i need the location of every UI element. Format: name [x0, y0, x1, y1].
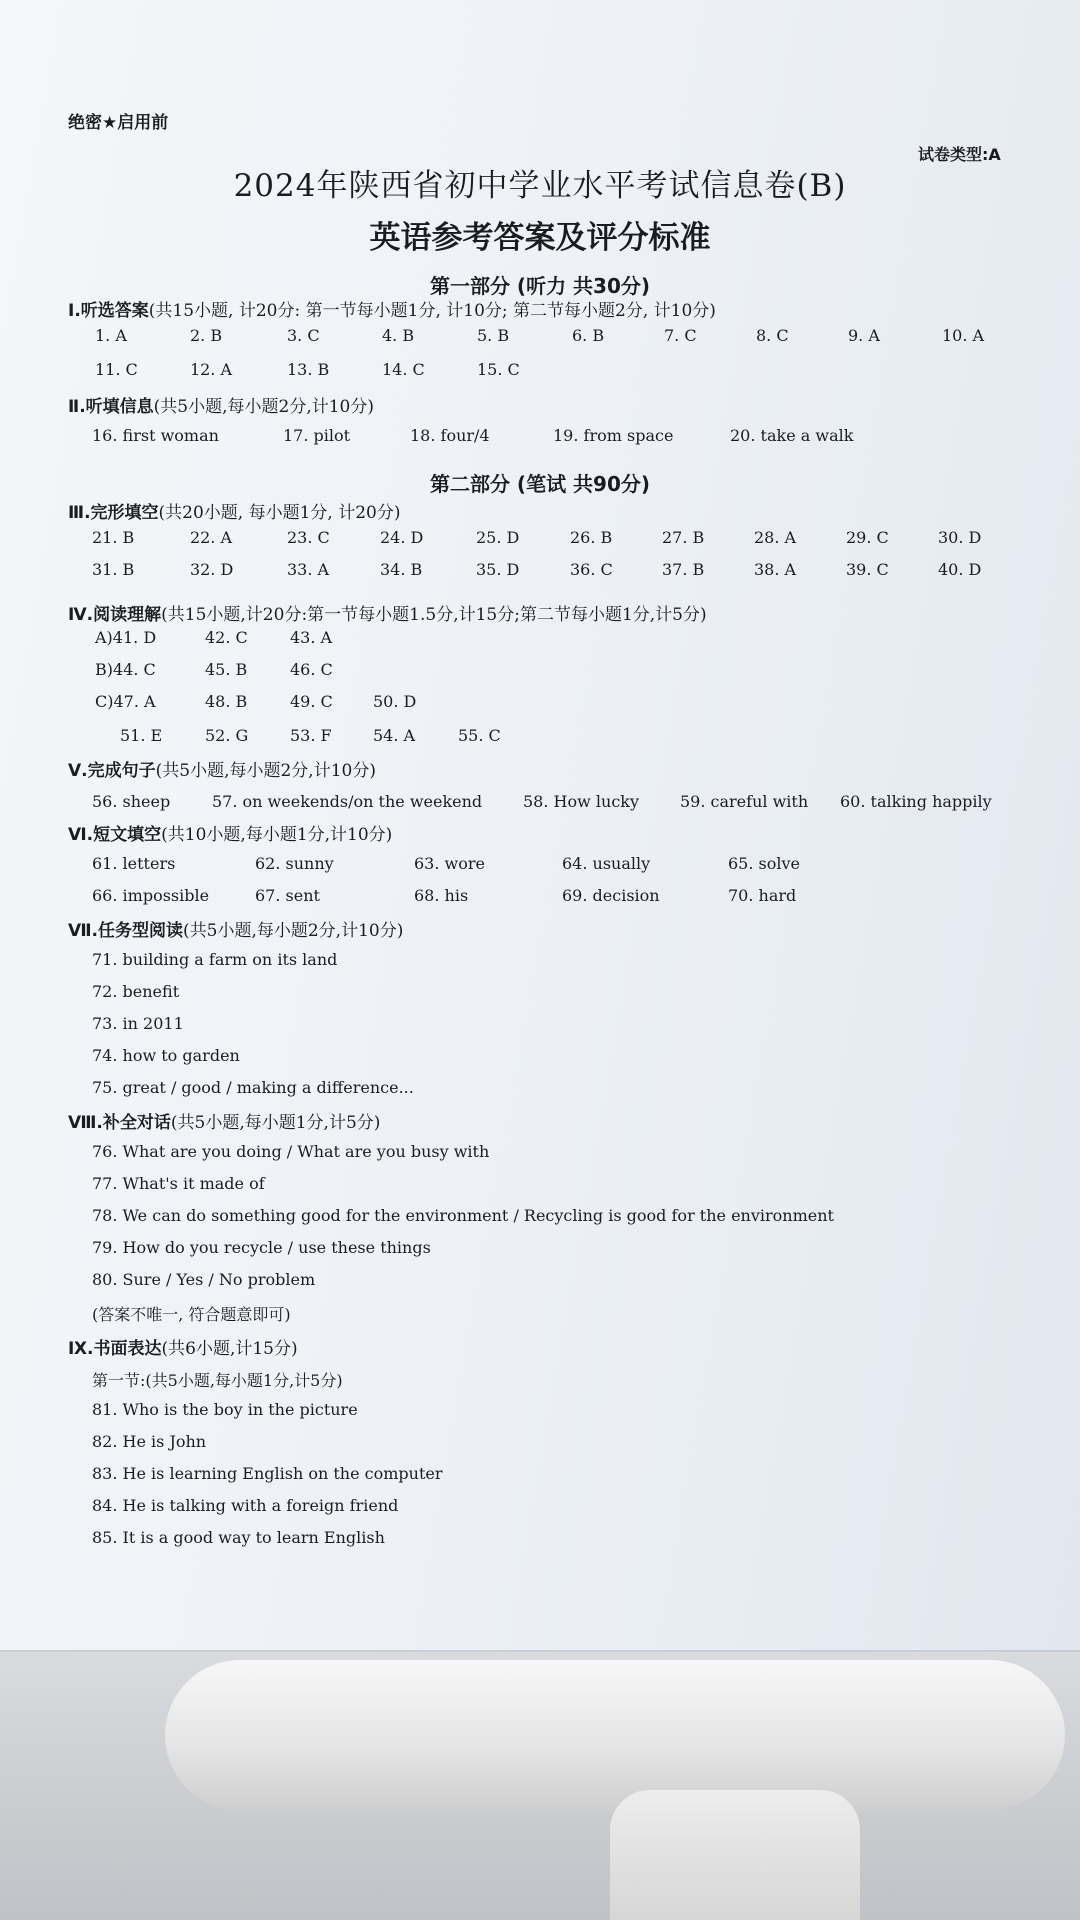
answer: 15. C	[477, 360, 520, 379]
answer-line: 85. It is a good way to learn English	[92, 1528, 385, 1547]
answer: 18. four/4	[410, 426, 490, 445]
answer-line: 76. What are you doing / What are you busy with	[92, 1142, 490, 1161]
answer: 40. D	[938, 560, 982, 579]
answer: 57. on weekends/on the weekend	[212, 792, 483, 811]
answer: 10. A	[942, 326, 985, 345]
answer-line: 82. He is John	[92, 1432, 207, 1451]
answer: 67. sent	[255, 886, 320, 905]
answer-row	[0, 528, 1080, 552]
answer: 59. careful with	[680, 792, 809, 811]
section-7-heading	[68, 916, 403, 941]
section-3-heading	[68, 498, 401, 523]
answer: 26. B	[570, 528, 613, 547]
answer: 34. B	[380, 560, 423, 579]
section-desc: (共20小题, 每小题1分, 计20分)	[158, 503, 401, 523]
radiator-pipe	[165, 1660, 1065, 1810]
answer: 70. hard	[728, 886, 797, 905]
answer-row	[0, 660, 1080, 684]
section-desc: (共5小题,每小题2分,计10分)	[183, 921, 404, 941]
page-subtitle: 英语参考答案及评分标准	[369, 220, 711, 256]
radiator-base	[610, 1790, 860, 1920]
section-label: Ⅲ.完形填空	[68, 503, 159, 523]
answer: 42. C	[205, 628, 248, 647]
answer: 51. E	[120, 726, 163, 745]
answer-row	[0, 628, 1080, 652]
answer: 24. D	[380, 528, 424, 547]
answer: 25. D	[476, 528, 520, 547]
answer: 52. G	[205, 726, 249, 745]
section-8-heading	[68, 1108, 380, 1133]
answer-line: 72. benefit	[92, 982, 180, 1001]
answer: 28. A	[754, 528, 797, 547]
section-label: Ⅷ.补全对话	[68, 1113, 171, 1133]
answer: A)41. D	[95, 628, 157, 647]
answer-line: 78. We can do something good for the environment / Recycling is good for the environment	[92, 1206, 834, 1225]
answer: 16. first woman	[92, 426, 219, 445]
answer: 35. D	[476, 560, 520, 579]
answer: 13. B	[287, 360, 330, 379]
answer-line: 77. What's it made of	[92, 1174, 265, 1193]
answer: 7. C	[664, 326, 697, 345]
answer: 45. B	[205, 660, 248, 679]
answer: 38. A	[754, 560, 797, 579]
answer-line: 79. How do you recycle / use these things	[92, 1238, 431, 1257]
answer: 61. letters	[92, 854, 176, 873]
part-two-heading: 第二部分 (笔试 共90分)	[429, 472, 651, 496]
answer: 30. D	[938, 528, 982, 547]
section-6-heading	[68, 820, 392, 845]
answer: 27. B	[662, 528, 705, 547]
answer: 63. wore	[414, 854, 485, 873]
answer: 65. solve	[728, 854, 800, 873]
section-desc: (共5小题,每小题1分,计5分)	[170, 1113, 381, 1133]
section-label: Ⅴ.完成句子	[68, 761, 156, 781]
answer: 60. talking happily	[840, 792, 992, 811]
answer-row	[0, 426, 1080, 450]
answer: 20. take a walk	[730, 426, 854, 445]
answer: 14. C	[382, 360, 425, 379]
answer: 11. C	[95, 360, 138, 379]
answer-note: (答案不唯一, 符合题意即可)	[92, 1305, 291, 1324]
section-desc: (共5小题,每小题2分,计10分)	[155, 761, 376, 781]
answer: 2. B	[190, 326, 223, 345]
answer: 68. his	[414, 886, 469, 905]
answer: 54. A	[373, 726, 416, 745]
section-label: Ⅵ.短文填空	[68, 825, 162, 845]
answer: 50. D	[373, 692, 417, 711]
answer: 56. sheep	[92, 792, 171, 811]
secret-label: 绝密★启用前	[68, 113, 169, 133]
page-title: 2024年陕西省初中学业水平考试信息卷(B)	[233, 168, 847, 204]
answer: 9. A	[848, 326, 880, 345]
section-label: Ⅳ.阅读理解	[68, 605, 162, 625]
answer-line: 75. great / good / making a difference...	[92, 1078, 414, 1097]
answer: 37. B	[662, 560, 705, 579]
section-label: Ⅰ.听选答案	[68, 301, 149, 321]
answer: 48. B	[205, 692, 248, 711]
subsection-heading: 第一节:(共5小题,每小题1分,计5分)	[92, 1371, 343, 1390]
section-label: Ⅶ.任务型阅读	[68, 921, 184, 941]
answer: 1. A	[95, 326, 127, 345]
section-desc: (共15小题,计20分:第一节每小题1.5分,计15分;第二节每小题1分,计5分)	[161, 605, 707, 625]
answer: C)47. A	[95, 692, 156, 711]
answer-line: 83. He is learning English on the computer	[92, 1464, 443, 1483]
answer-row	[0, 792, 1080, 816]
answer-row	[0, 886, 1080, 910]
answer: 5. B	[477, 326, 510, 345]
answer: 32. D	[190, 560, 234, 579]
answer: 46. C	[290, 660, 333, 679]
answer-row	[0, 326, 1080, 350]
answer-line: 81. Who is the boy in the picture	[92, 1400, 358, 1419]
section-desc: (共5小题,每小题2分,计10分)	[153, 397, 374, 417]
answer-row	[0, 560, 1080, 584]
section-desc: (共15小题, 计20分: 第一节每小题1分, 计10分; 第二节每小题2分, 计10分)	[148, 301, 716, 321]
answer: 39. C	[846, 560, 889, 579]
answer: 66. impossible	[92, 886, 210, 905]
section-4-heading	[68, 600, 707, 625]
answer-line: 84. He is talking with a foreign friend	[92, 1496, 399, 1515]
answer: 33. A	[287, 560, 330, 579]
answer: 6. B	[572, 326, 605, 345]
answer: 29. C	[846, 528, 889, 547]
answer: 23. C	[287, 528, 330, 547]
section-1-heading	[68, 296, 716, 321]
answer: 8. C	[756, 326, 789, 345]
answer: 21. B	[92, 528, 135, 547]
answer: 19. from space	[553, 426, 674, 445]
answer-row	[0, 726, 1080, 750]
answer: B)44. C	[95, 660, 156, 679]
answer: 69. decision	[562, 886, 660, 905]
answer: 12. A	[190, 360, 233, 379]
answer: 49. C	[290, 692, 333, 711]
answer-line: 73. in 2011	[92, 1014, 184, 1033]
answer-line: 74. how to garden	[92, 1046, 240, 1065]
answer: 64. usually	[562, 854, 651, 873]
section-label: Ⅸ.书面表达	[68, 1339, 162, 1359]
section-label: Ⅱ.听填信息	[68, 397, 154, 417]
answer: 36. C	[570, 560, 613, 579]
answer: 58. How lucky	[523, 792, 640, 811]
answer: 4. B	[382, 326, 415, 345]
section-desc: (共6小题,计15分)	[161, 1339, 298, 1359]
answer: 55. C	[458, 726, 501, 745]
part-one-heading: 第一部分 (听力 共30分)	[429, 274, 651, 298]
section-5-heading	[68, 756, 376, 781]
answer: 43. A	[290, 628, 333, 647]
answer: 3. C	[287, 326, 320, 345]
section-2-heading	[68, 392, 374, 417]
answer: 31. B	[92, 560, 135, 579]
answer-row	[0, 854, 1080, 878]
answer-row	[0, 692, 1080, 716]
section-9-heading	[68, 1334, 298, 1359]
answer-row	[0, 360, 1080, 384]
answer: 17. pilot	[283, 426, 351, 445]
answer-line: 71. building a farm on its land	[92, 950, 338, 969]
answer-line: 80. Sure / Yes / No problem	[92, 1270, 316, 1289]
answer: 22. A	[190, 528, 233, 547]
section-desc: (共10小题,每小题1分,计10分)	[161, 825, 393, 845]
answer: 53. F	[290, 726, 332, 745]
answer: 62. sunny	[255, 854, 334, 873]
paper-type: 试卷类型:A	[918, 145, 1001, 164]
